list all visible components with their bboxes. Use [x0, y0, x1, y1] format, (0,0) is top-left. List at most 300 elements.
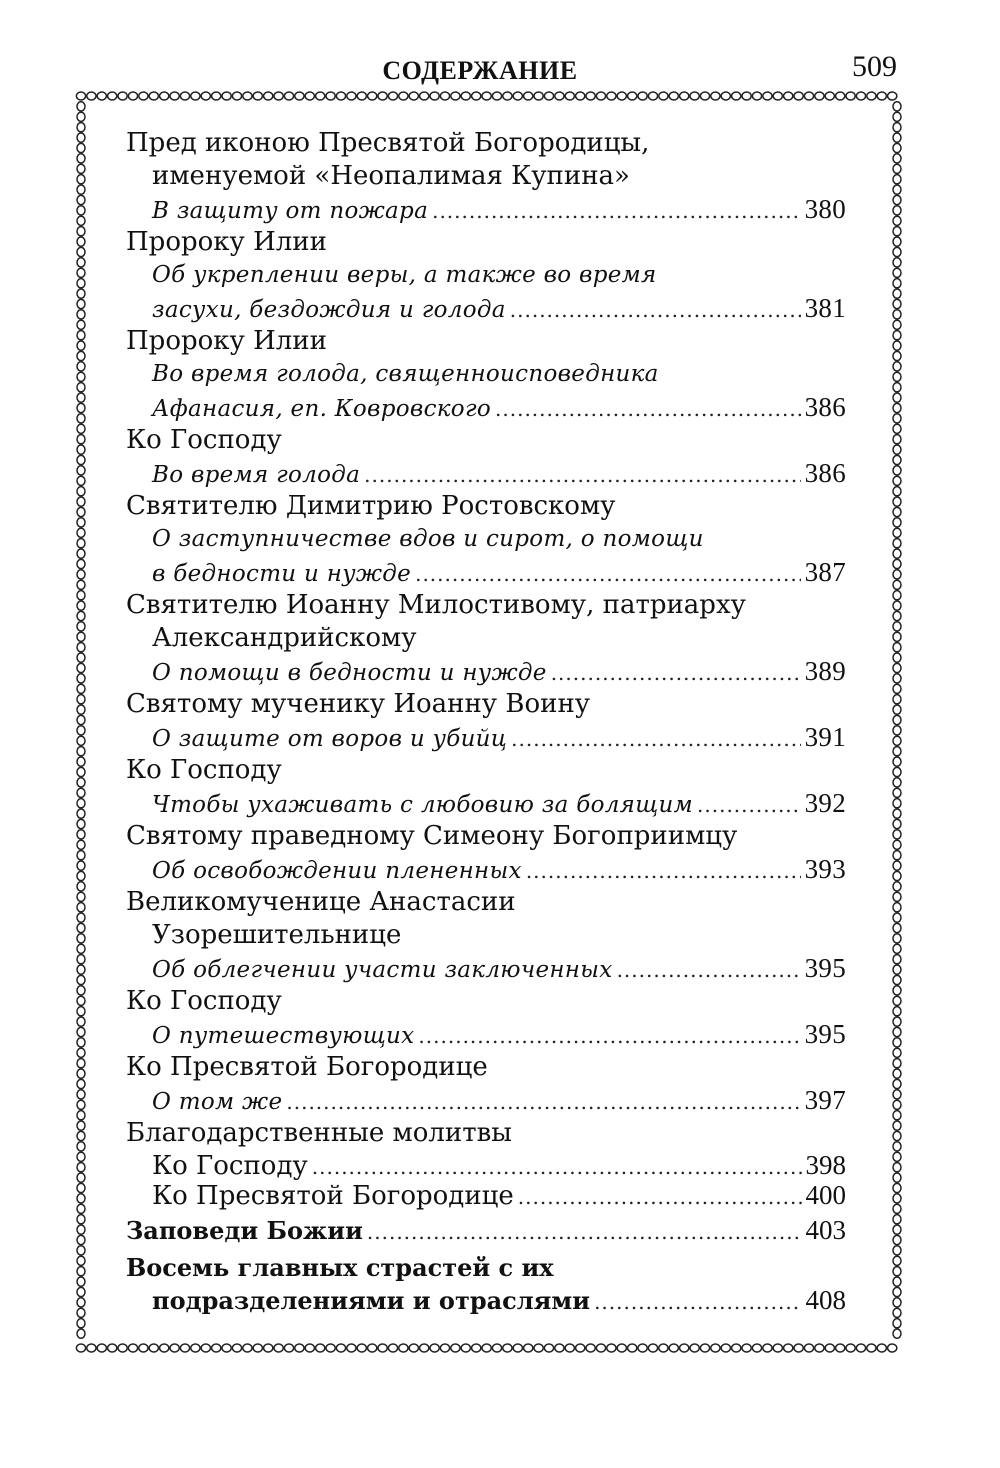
border-ring [77, 1215, 85, 1224]
border-ring [77, 362, 85, 371]
toc-entry-link[interactable] [126, 721, 846, 754]
border-ring [784, 92, 793, 100]
border-ring [430, 92, 439, 100]
border-ring [336, 92, 345, 100]
border-ring [534, 1344, 543, 1352]
toc-entry-subtitle: О том же [152, 1089, 283, 1115]
toc-entry-title-cont: именуемой «Неопалимая Купина» [152, 161, 630, 191]
border-ring [77, 455, 85, 464]
border-ring [893, 715, 901, 724]
border-ring [893, 435, 901, 444]
border-ring [128, 1344, 137, 1352]
border-ring [524, 92, 533, 100]
border-ring [893, 1131, 901, 1140]
dot-leader [697, 789, 801, 822]
border-ring [893, 195, 901, 204]
toc-entry-link[interactable] [126, 391, 846, 424]
border-ring [77, 268, 85, 277]
border-ring [893, 1048, 901, 1057]
border-ring [638, 92, 647, 100]
toc-entry-title: Святителю Димитрию Ростовскому [126, 491, 616, 521]
border-ring [648, 92, 657, 100]
toc-entry-subtitle: О заступничестве вдов и сирот, о помощи [152, 526, 704, 552]
border-ring [711, 1344, 720, 1352]
border-ring [77, 435, 85, 444]
toc-entry-link[interactable] [126, 1084, 846, 1117]
border-ring [893, 331, 901, 340]
border-ring [77, 1329, 85, 1338]
dot-leader [495, 393, 801, 426]
toc-page-number: 380 [804, 194, 846, 224]
border-ring [893, 341, 901, 350]
toc-entry-subtitle: в бедности и нужде [152, 561, 412, 587]
border-ring [160, 92, 169, 100]
border-ring [77, 736, 85, 745]
border-ring [893, 1298, 901, 1307]
border-ring [77, 185, 85, 194]
border-ring [77, 1225, 85, 1234]
border-ring [77, 591, 85, 600]
border-ring [77, 934, 85, 943]
border-ring [893, 955, 901, 964]
toc-page-number: 392 [804, 788, 846, 818]
toc-entry-link[interactable] [126, 1214, 846, 1247]
border-ring [316, 1344, 325, 1352]
border-ring [893, 580, 901, 589]
border-ring [77, 923, 85, 932]
border-ring [77, 320, 85, 329]
border-ring [565, 92, 574, 100]
border-ring [893, 830, 901, 839]
toc-entry-subtitle: О путешествующих [152, 1023, 415, 1049]
border-ring [893, 1038, 901, 1047]
border-ring [893, 372, 901, 381]
border-ring [804, 1344, 813, 1352]
border-ring [77, 143, 85, 152]
border-ring [77, 1194, 85, 1203]
border-ring [893, 424, 901, 433]
border-ring [77, 986, 85, 995]
border-ring [77, 1235, 85, 1244]
toc-page-number: 391 [804, 722, 846, 752]
border-ring [492, 92, 501, 100]
border-ring [77, 1038, 85, 1047]
border-ring [893, 601, 901, 610]
toc-entry-title-cont: Александрийскому [152, 623, 417, 653]
border-ring [347, 92, 356, 100]
border-ring [893, 1319, 901, 1328]
border-ring [170, 1344, 179, 1352]
border-ring [893, 611, 901, 620]
border-ring [893, 903, 901, 912]
border-ring [893, 279, 901, 288]
border-ring [482, 1344, 491, 1352]
border-ring [700, 1344, 709, 1352]
border-ring [87, 92, 96, 100]
border-ring [77, 414, 85, 423]
border-ring [77, 1277, 85, 1286]
border-ring [659, 92, 668, 100]
border-ring [893, 851, 901, 860]
border-ring [77, 747, 85, 756]
border-ring [893, 175, 901, 184]
border-ring [893, 393, 901, 402]
border-ring [893, 455, 901, 464]
toc-entry-label: Ко Господу [152, 1151, 308, 1181]
toc-page-number: 393 [804, 854, 846, 884]
border-ring [867, 92, 876, 100]
border-ring [893, 247, 901, 256]
border-ring [264, 1344, 273, 1352]
border-ring [893, 518, 901, 527]
border-ring [77, 695, 85, 704]
border-ring [472, 1344, 481, 1352]
toc-entry-subtitle: засухи, бездождия и голода [152, 297, 506, 323]
border-ring [893, 871, 901, 880]
border-ring [893, 1277, 901, 1286]
border-ring [893, 1183, 901, 1192]
border-ring [893, 923, 901, 932]
border-ring [451, 1344, 460, 1352]
border-ring [77, 507, 85, 516]
border-ring [893, 892, 901, 901]
border-ring [97, 92, 106, 100]
border-ring [77, 227, 85, 236]
border-ring [77, 643, 85, 652]
dot-leader [364, 459, 800, 492]
toc-entry-subtitle: Афанасия, еп. Ковровского [152, 396, 492, 422]
border-ring [893, 351, 901, 360]
toc-entry-link[interactable] [126, 655, 846, 688]
toc-entry-link[interactable] [126, 1150, 846, 1180]
border-ring [893, 123, 901, 132]
border-ring [326, 92, 335, 100]
border-ring [648, 1344, 657, 1352]
border-ring [201, 92, 210, 100]
border-ring [711, 92, 720, 100]
border-ring [893, 1194, 901, 1203]
border-ring [77, 955, 85, 964]
toc-page-number: 395 [804, 1019, 846, 1049]
border-ring [893, 102, 901, 111]
border-ring [201, 1344, 210, 1352]
border-ring [108, 1344, 117, 1352]
border-ring [368, 1344, 377, 1352]
border-ring [77, 975, 85, 984]
border-ring [877, 1344, 886, 1352]
border-ring [430, 1344, 439, 1352]
border-ring [893, 1173, 901, 1182]
border-ring [232, 1344, 241, 1352]
toc-entry-subtitle: О защите от воров и убийц [152, 726, 508, 752]
border-ring [77, 258, 85, 267]
border-ring [628, 1344, 637, 1352]
border-ring [77, 580, 85, 589]
border-ring [586, 92, 595, 100]
toc-entry-link[interactable] [126, 556, 846, 589]
border-ring [836, 1344, 845, 1352]
border-ring [420, 1344, 429, 1352]
border-ring [77, 871, 85, 880]
border-ring [893, 975, 901, 984]
border-ring [368, 92, 377, 100]
border-ring [77, 195, 85, 204]
border-ring [77, 819, 85, 828]
border-ring [139, 92, 148, 100]
border-ring [893, 1017, 901, 1026]
border-ring [893, 237, 901, 246]
border-ring [128, 92, 137, 100]
border-ring [893, 133, 901, 142]
border-ring [77, 570, 85, 579]
border-ring [893, 154, 901, 163]
border-ring [784, 1344, 793, 1352]
border-ring [893, 1090, 901, 1099]
toc-entry-title: Святому мученику Иоанну Воину [126, 689, 591, 719]
border-ring [77, 674, 85, 683]
border-ring [669, 92, 678, 100]
border-ring [893, 747, 901, 756]
border-ring [97, 1344, 106, 1352]
toc-entry-subtitle: О помощи в бедности и нужде [152, 660, 547, 686]
border-ring [284, 1344, 293, 1352]
border-ring [118, 1344, 127, 1352]
border-ring [893, 466, 901, 475]
border-ring [893, 320, 901, 329]
border-ring [856, 92, 865, 100]
border-ring [222, 1344, 231, 1352]
toc-section-title: Благодарственные молитвы [126, 1118, 512, 1148]
border-ring [77, 611, 85, 620]
border-ring [77, 1048, 85, 1057]
border-ring [596, 1344, 605, 1352]
border-ring [893, 227, 901, 236]
toc-entry-subtitle: Во время голода [152, 462, 361, 488]
border-ring [77, 1319, 85, 1328]
border-ring [77, 830, 85, 839]
border-ring [893, 653, 901, 662]
border-ring [893, 1111, 901, 1120]
border-ring [77, 705, 85, 714]
border-ring [108, 92, 117, 100]
border-ring [815, 1344, 824, 1352]
toc-entry-link[interactable] [126, 1284, 846, 1317]
border-ring [77, 903, 85, 912]
dot-leader [432, 195, 801, 228]
border-ring [77, 102, 85, 111]
border-ring [721, 92, 730, 100]
border-ring [461, 92, 470, 100]
border-ring [752, 1344, 761, 1352]
border-ring [888, 1344, 897, 1352]
toc-page-number: 386 [804, 458, 846, 488]
dot-leader [594, 1286, 801, 1319]
border-ring [482, 92, 491, 100]
border-ring [77, 1287, 85, 1296]
border-ring [77, 653, 85, 662]
border-ring [893, 1100, 901, 1109]
border-ring [893, 788, 901, 797]
border-ring [77, 393, 85, 402]
dot-leader [312, 1152, 802, 1182]
toc-entry-title: Святому праведному Симеону Богоприимцу [126, 821, 738, 851]
border-ring [77, 310, 85, 319]
border-ring [357, 92, 366, 100]
border-ring [77, 237, 85, 246]
border-ring [77, 1256, 85, 1265]
border-ring [893, 310, 901, 319]
border-ring [659, 1344, 668, 1352]
border-ring [617, 92, 626, 100]
border-ring [118, 92, 127, 100]
border-ring [893, 528, 901, 537]
border-ring [336, 1344, 345, 1352]
toc-page-number: 389 [804, 656, 846, 686]
border-ring [77, 154, 85, 163]
border-ring [893, 570, 901, 579]
toc-entry-label: Ко Пресвятой Богородице [152, 1181, 514, 1211]
border-ring [399, 1344, 408, 1352]
border-ring [607, 1344, 616, 1352]
border-ring [77, 216, 85, 225]
border-ring [893, 1246, 901, 1255]
border-ring [893, 819, 901, 828]
toc-entry-title: Ко Господу [126, 425, 282, 455]
border-ring [893, 799, 901, 808]
border-ring [893, 487, 901, 496]
border-ring [732, 1344, 741, 1352]
border-ring [742, 1344, 751, 1352]
border-ring [77, 133, 85, 142]
toc-entry-link[interactable] [126, 787, 846, 820]
border-ring [77, 715, 85, 724]
border-ring [893, 1152, 901, 1161]
border-ring [77, 1027, 85, 1036]
toc-entry-link[interactable] [126, 1180, 846, 1210]
border-ring [893, 1059, 901, 1068]
toc-entry-link[interactable] [126, 853, 846, 886]
border-ring [77, 299, 85, 308]
border-ring [893, 726, 901, 735]
border-ring [243, 1344, 252, 1352]
border-ring [555, 1344, 564, 1352]
border-ring [77, 123, 85, 132]
border-ring [77, 1017, 85, 1026]
border-ring [893, 258, 901, 267]
dot-leader [415, 558, 801, 591]
border-ring [893, 1267, 901, 1276]
border-ring [388, 1344, 397, 1352]
border-ring [77, 112, 85, 121]
border-ring [492, 1344, 501, 1352]
border-ring [893, 268, 901, 277]
toc-entry-subtitle: Во время голода, священноисповедника [152, 361, 659, 387]
border-ring [893, 778, 901, 787]
border-ring [77, 487, 85, 496]
border-ring [836, 92, 845, 100]
border-ring [893, 164, 901, 173]
border-ring [893, 767, 901, 776]
border-ring [284, 92, 293, 100]
border-ring [893, 445, 901, 454]
border-ring [378, 92, 387, 100]
border-ring [243, 92, 252, 100]
border-ring [139, 1344, 148, 1352]
border-ring [893, 1329, 901, 1338]
toc-entry-link[interactable] [126, 457, 846, 490]
border-ring [893, 1308, 901, 1317]
toc-page-number: 408 [805, 1285, 846, 1315]
border-ring [77, 601, 85, 610]
border-ring [752, 92, 761, 100]
border-ring [77, 1183, 85, 1192]
border-ring [77, 1079, 85, 1088]
border-ring [763, 1344, 772, 1352]
border-ring [77, 1308, 85, 1317]
toc-page-number: 397 [804, 1085, 846, 1115]
border-ring [565, 1344, 574, 1352]
border-ring [893, 1225, 901, 1234]
border-ring [893, 632, 901, 641]
border-ring [222, 92, 231, 100]
table-of-contents [126, 127, 846, 1317]
border-ring [180, 1344, 189, 1352]
border-ring [77, 1069, 85, 1078]
border-ring [503, 1344, 512, 1352]
border-ring [295, 92, 304, 100]
border-ring [893, 383, 901, 392]
border-ring [893, 695, 901, 704]
toc-page-number: 395 [804, 953, 846, 983]
toc-entry-link[interactable] [126, 952, 846, 985]
toc-entry-title: Великомученице Анастасии [126, 887, 516, 917]
border-ring [893, 643, 901, 652]
border-ring [893, 1007, 901, 1016]
border-ring [77, 996, 85, 1005]
border-ring [170, 92, 179, 100]
border-ring [617, 1344, 626, 1352]
border-ring [893, 1215, 901, 1224]
border-ring [77, 892, 85, 901]
toc-entry-subtitle: Чтобы ухаживать с любовию за болящим [152, 792, 694, 818]
toc-entry-link[interactable] [126, 193, 846, 226]
toc-entry-link[interactable] [126, 292, 846, 325]
toc-entry-link[interactable] [126, 1018, 846, 1051]
border-ring [544, 1344, 553, 1352]
border-ring [191, 92, 200, 100]
border-ring [399, 92, 408, 100]
border-ring [77, 663, 85, 672]
border-ring [893, 112, 901, 121]
border-ring [77, 684, 85, 693]
border-ring [77, 944, 85, 953]
dot-leader [526, 855, 801, 888]
border-ring [77, 247, 85, 256]
border-ring [524, 1344, 533, 1352]
border-ring [893, 216, 901, 225]
border-ring [77, 799, 85, 808]
border-ring [513, 92, 522, 100]
border-ring [264, 92, 273, 100]
border-ring [815, 92, 824, 100]
border-ring [893, 1142, 901, 1151]
toc-entry-subtitle: Об освобождении плененных [152, 858, 522, 884]
toc-page-number: 387 [804, 557, 846, 587]
border-ring [77, 788, 85, 797]
border-ring [773, 92, 782, 100]
border-ring [77, 851, 85, 860]
border-ring [893, 497, 901, 506]
